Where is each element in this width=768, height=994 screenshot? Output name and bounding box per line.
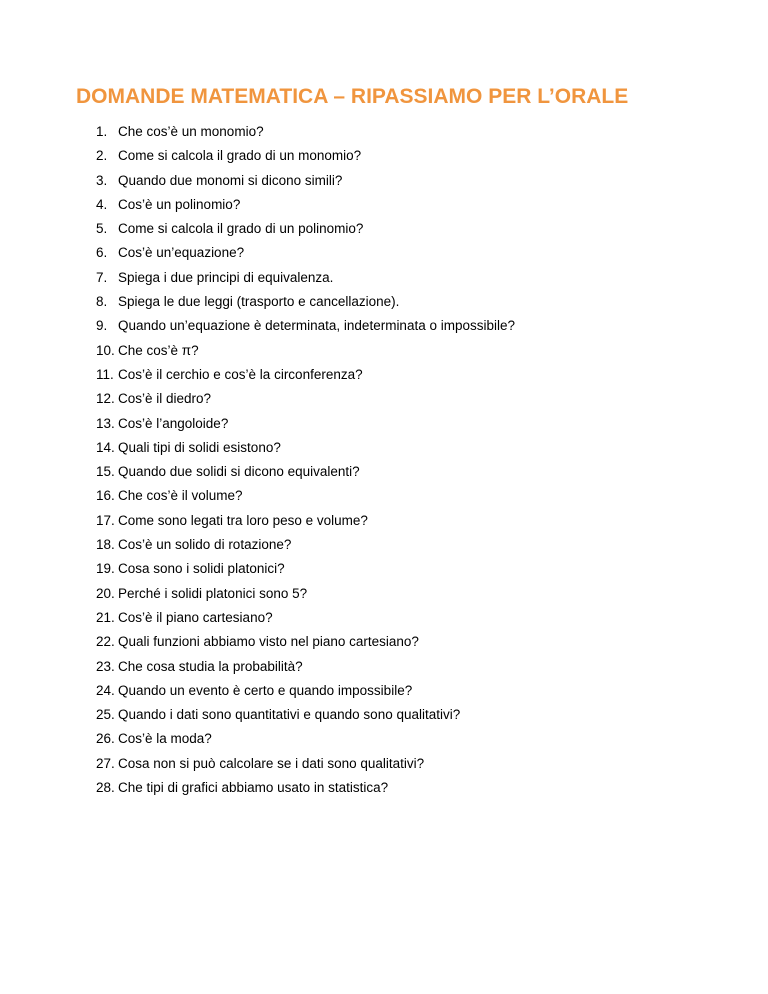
question-item — [96, 241, 515, 265]
question-number: 4. — [96, 196, 108, 212]
question-text: Cos’è un’equazione? — [118, 245, 245, 261]
question-item — [96, 679, 515, 703]
question-item — [96, 509, 515, 533]
question-text: Che cos’è il volume? — [118, 488, 243, 504]
question-text: Quando un evento è certo e quando impossibile? — [118, 682, 413, 698]
question-number: 28. — [96, 780, 115, 796]
question-item — [96, 120, 515, 144]
question-text: Quali tipi di solidi esistono? — [118, 439, 281, 455]
question-item — [96, 752, 515, 776]
question-number: 7. — [96, 269, 108, 285]
question-item — [96, 266, 515, 290]
question-list — [96, 120, 515, 800]
question-number: 24. — [96, 682, 115, 698]
question-text: Quali funzioni abbiamo visto nel piano cartesiano? — [118, 634, 419, 650]
question-text: Che cos’è π? — [118, 342, 199, 358]
question-text: Come si calcola il grado di un polinomio? — [118, 221, 364, 237]
question-number: 10. — [96, 342, 115, 358]
question-number: 23. — [96, 658, 115, 674]
question-text: Cosa sono i solidi platonici? — [118, 561, 285, 577]
question-item — [96, 557, 515, 581]
question-item — [96, 533, 515, 557]
question-text: Quando due solidi si dicono equivalenti? — [118, 464, 360, 480]
question-item — [96, 290, 515, 314]
question-text: Cosa non si può calcolare se i dati sono qualitativi? — [118, 755, 425, 771]
question-text: Quando due monomi si dicono simili? — [118, 172, 343, 188]
question-number: 16. — [96, 488, 115, 504]
question-number: 11. — [96, 366, 114, 382]
question-text: Cos’è il piano cartesiano? — [118, 609, 273, 625]
question-number: 21. — [96, 609, 115, 625]
question-number: 22. — [96, 634, 115, 650]
question-number: 19. — [96, 561, 115, 577]
question-number: 26. — [96, 731, 115, 747]
question-item — [96, 776, 515, 800]
question-item — [96, 582, 515, 606]
question-item — [96, 655, 515, 679]
question-text: Cos’è il diedro? — [118, 391, 212, 407]
question-number: 5. — [96, 221, 108, 237]
question-text: Cos’è un polinomio? — [118, 196, 241, 212]
question-item — [96, 703, 515, 727]
question-number: 8. — [96, 294, 108, 310]
question-number: 2. — [96, 148, 108, 164]
question-text: Quando un’equazione è determinata, indeterminata o impossibile? — [118, 318, 516, 334]
question-text: Che tipi di grafici abbiamo usato in statistica? — [118, 780, 389, 796]
question-number: 12. — [96, 391, 115, 407]
question-number: 18. — [96, 537, 115, 553]
question-item — [96, 144, 515, 168]
question-item — [96, 169, 515, 193]
question-text: Cos’è il cerchio e cos’è la circonferenza? — [118, 366, 363, 382]
question-item — [96, 387, 515, 411]
question-number: 3. — [96, 172, 108, 188]
question-item — [96, 630, 515, 654]
page-title: DOMANDE MATEMATICA – RIPASSIAMO PER L’ORALE — [76, 85, 629, 108]
question-number: 6. — [96, 245, 108, 261]
question-item — [96, 314, 515, 338]
question-text: Spiega i due principi di equivalenza. — [118, 269, 334, 285]
question-number: 9. — [96, 318, 108, 334]
question-text: Che cos’è un monomio? — [118, 124, 264, 139]
question-text: Cos’è la moda? — [118, 731, 212, 747]
question-text: Come si calcola il grado di un monomio? — [118, 148, 362, 164]
question-item — [96, 193, 515, 217]
question-item — [96, 727, 515, 751]
question-text: Cos’è l’angoloide? — [118, 415, 229, 431]
question-item — [96, 460, 515, 484]
question-item — [96, 606, 515, 630]
question-number: 17. — [96, 512, 115, 528]
question-text: Cos’è un solido di rotazione? — [118, 537, 292, 553]
question-number: 1. — [96, 124, 108, 139]
question-text: Spiega le due leggi (trasporto e cancellazione). — [118, 294, 400, 310]
question-number: 13. — [96, 415, 115, 431]
question-item — [96, 484, 515, 508]
question-item — [96, 217, 515, 241]
question-number: 14. — [96, 439, 115, 455]
question-number: 27. — [96, 755, 115, 771]
question-text: Perché i solidi platonici sono 5? — [118, 585, 308, 601]
question-text: Quando i dati sono quantitativi e quando sono qualitativi? — [118, 707, 461, 723]
question-item — [96, 436, 515, 460]
question-number: 20. — [96, 585, 115, 601]
question-text: Che cosa studia la probabilità? — [118, 658, 303, 674]
question-number: 15. — [96, 464, 115, 480]
question-item — [96, 412, 515, 436]
question-number: 25. — [96, 707, 115, 723]
question-item — [96, 363, 515, 387]
question-text: Come sono legati tra loro peso e volume? — [118, 512, 368, 528]
question-item — [96, 339, 515, 363]
